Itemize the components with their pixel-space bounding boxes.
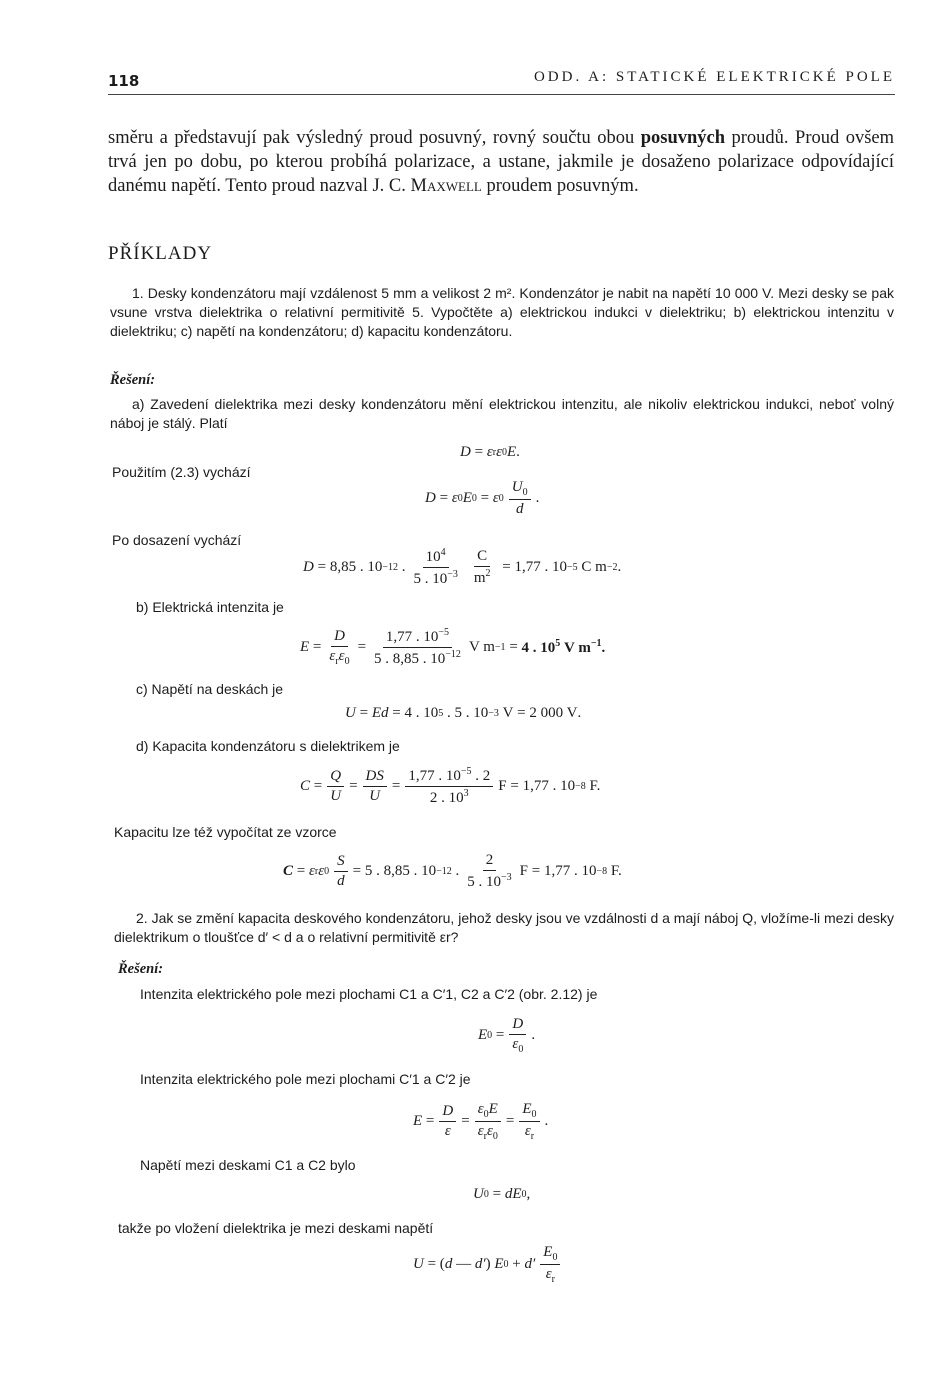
- solution-d-text: d) Kapacita kondenzátoru s dielektrikem je: [136, 738, 400, 754]
- u-result: 2 000 V: [529, 705, 578, 721]
- solution-2-s1: Intenzita elektrického pole mezi plochami C1 a C′1, C2 a C′2 (obr. 2.12) je: [140, 986, 598, 1002]
- e-result: 4 . 10: [521, 640, 556, 656]
- c-result: 1,77 . 10: [522, 778, 576, 794]
- solution-2-s2: Intenzita elektrického pole mezi plochami C′1 a C′2 je: [140, 1071, 471, 1087]
- problem-1-statement: [110, 284, 894, 341]
- d-result: 1,77 . 10: [514, 559, 567, 575]
- d-num-exp: 4: [440, 547, 446, 558]
- d-den-exp: −3: [447, 569, 458, 580]
- equation-c: C = $\frac{Q}{U}$ = $\frac{DS}{U}$ = $\frac{1,77 . 10^{-5} . 2}{2 . 10^3}$ F = 1,77 . 10 −8 F.: [300, 766, 601, 806]
- alternative-label: Kapacitu lze též vypočítat ze vzorce: [114, 824, 337, 840]
- c-result-exp: −8: [575, 781, 586, 792]
- solution-label-1: Řešení:: [110, 372, 156, 388]
- intro-text-3: proudem posuvným.: [481, 176, 639, 196]
- solution-c-text: c) Napětí na deskách je: [136, 681, 284, 697]
- author-name: Maxwell: [410, 176, 482, 196]
- running-title: ODD. A: STATICKÉ ELEKTRICKÉ POLE: [533, 69, 895, 85]
- d-result-exp: −5: [566, 562, 578, 573]
- equation-e: E = $\frac{D}{\varepsilon_r\varepsilon_0}$ = $\frac{1,77 . 10^{-5}}{5 . 8,85 . 10^{-12}}$ V m −1 = 4 . $10^5$ V $m^{-1}$.: [300, 627, 606, 667]
- intro-text-1: směru a představují pak výsledný proud posuvný, rovný součtu obou: [108, 128, 641, 148]
- d-coef: 8,85 . 10: [329, 559, 383, 575]
- equation-d-numeric: D = 8,85 . 10 −12 . $\frac{10^4}{5 . 10^{-3}}$ $\frac{C}{m^2}$ = 1,77 . 10 −5 C m −2 .: [303, 547, 622, 587]
- using-label: Použitím (2.3) vychází: [112, 464, 251, 480]
- e-den: 5 . 8,85 . 10: [374, 651, 446, 667]
- solution-label-2: Řešení:: [118, 961, 164, 977]
- equation-c-alt: C = ε r ε 0 $\frac{S}{d}$ = 5 . 8,85 . 10 −12 . $\frac{2}{5 . 10^{-3}}$ F = 1,77 . 10 −8 F.: [283, 852, 622, 890]
- e-result-exp: 5: [555, 638, 561, 649]
- equation-e-dielectric: E = $\frac{D}{\varepsilon}$ = $\frac{\varepsilon_0E}{\varepsilon_r\varepsilon_0}$ = $\frac{E_0}{\varepsilon_r}$ .: [413, 1101, 549, 1142]
- equation-u0: U 0 = dE 0 ,: [473, 1186, 531, 1202]
- c-num: 1,77 . 10: [408, 768, 461, 784]
- intro-text-2: proudů. Proud ovšem trvá jen po dobu, po kterou probíhá polarizace, a ustane, jakmile je dosaženo polarizace odpovídající danému napětí. Tento proud nazval J. C.: [108, 128, 894, 196]
- equation-d-def: D = ε r ε 0 E .: [460, 444, 520, 460]
- equation-d-u0: D = ε 0 E 0 = ε 0 $\frac{U_0}{d}$ .: [425, 479, 540, 517]
- equation-u-final: U = ( d — d′ ) E 0 + d′ $\frac{E_0}{\varepsilon_r}$: [413, 1244, 565, 1285]
- solution-b-text: b) Elektrická intenzita je: [136, 599, 284, 615]
- intro-paragraph: [108, 126, 894, 198]
- substitution-label: Po dosazení vychází: [112, 532, 242, 548]
- problem-2-statement: 2. Jak se změní kapacita deskového kondenzátoru, jehož desky jsou ve vzdálnosti d a mají náboj Q, vložíme-li mezi desky dielektrikum o tloušťce d′ < d a o relativní permitivitě εr?: [114, 910, 894, 945]
- d-num: 10: [425, 549, 441, 565]
- problem-1-text: 1. Desky kondenzátoru mají vzdálenost 5 mm a velikost 2 m². Kondenzátor je nabit na napětí 10 000 V. Mezi desky se pak vsune vrstva dielektrika o relativní permitivitě 5. Vypočtěte a) elektrickou indukci v dielektriku; b) elektrickou intenzitu v dielektriku; c) napětí na kondenzátoru; d) kapacitu kondenzátoru.: [110, 285, 894, 339]
- d-den: 5 . 10: [413, 571, 448, 587]
- solution-2-s4: takže po vložení dielektrika je mezi deskami napětí: [118, 1220, 434, 1236]
- solution-a-text: a) Zavedení dielektrika mezi desky kondenzátoru mění elektrickou intenzitu, ale nikoliv elektrickou indukci, neboť volný náboj je stálý. Platí: [110, 396, 894, 431]
- header-rule: [108, 94, 895, 95]
- section-heading: PŘÍKLADY: [108, 243, 213, 264]
- d-coef-exp: −12: [382, 562, 398, 573]
- solution-2-s3: Napětí mezi deskami C1 a C2 bylo: [140, 1157, 356, 1173]
- page-number: 118: [108, 72, 140, 90]
- equation-u: U = Ed = 4 . 10 5 . 5 . 10 −3 V = 2 000 V .: [345, 705, 582, 721]
- e-num: 1,77 . 10: [385, 629, 439, 645]
- equation-e0: E 0 = $\frac{D}{\varepsilon_0}$ .: [478, 1016, 536, 1055]
- c-den: 2 . 10: [429, 790, 464, 806]
- intro-emphasis: posuvných: [640, 128, 726, 148]
